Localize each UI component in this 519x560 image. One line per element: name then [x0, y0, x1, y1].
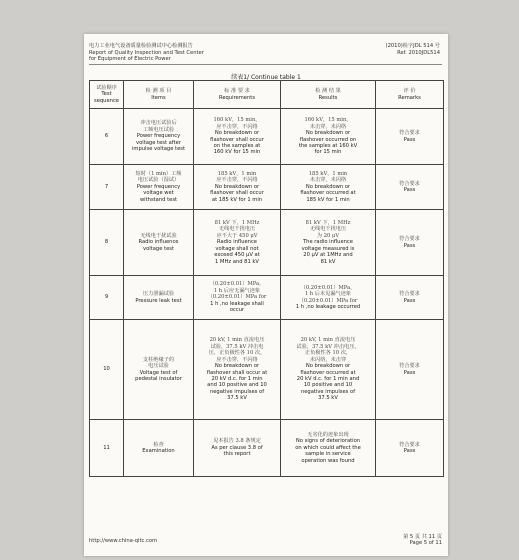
cell-line: 应不大于 450 μV — [216, 232, 258, 239]
result-cell — [281, 320, 376, 420]
page-number-zh: 第 5 页 共 11 页 — [403, 534, 442, 540]
cell-line: 37.5 kV — [318, 395, 338, 402]
table-caption: 续表1/ Continue table 1 — [231, 74, 301, 81]
cell-line: 无线电干扰试验 — [140, 232, 177, 239]
result-cell — [281, 109, 376, 165]
cell-line: 81 kV 下，1 MHz — [305, 220, 351, 227]
requirement-cell — [194, 210, 281, 276]
cell-line: negative impulses of — [209, 388, 265, 395]
test-sequence-cell: 8 — [90, 210, 124, 276]
cell-line: No breakdown or — [305, 363, 351, 370]
cell-line: 20 kV d.c. for 1 min — [211, 375, 263, 382]
cell-line: negative impulses of — [300, 388, 356, 395]
cell-line: Pass — [403, 136, 416, 143]
table-row — [90, 276, 444, 320]
cell-line: 20 kV, 1 min 直流电压 — [209, 337, 265, 344]
cell-line: Pressure leak test — [135, 297, 182, 304]
remark-cell — [376, 210, 444, 276]
cell-line: on which could affect the — [295, 444, 361, 451]
col-header-zh: 检 测 项 目 — [145, 88, 172, 95]
test-sequence-cell: 9 — [90, 276, 124, 320]
remark-cell — [376, 320, 444, 420]
cell-line: voltage wet — [143, 190, 174, 197]
remark-cell — [376, 109, 444, 165]
col-header-items — [124, 81, 194, 109]
col-header-en: Results — [318, 94, 338, 101]
cell-line: 符合要求 — [399, 363, 420, 370]
cell-line: Pass — [403, 369, 416, 376]
cell-line: Voltage test of — [139, 369, 178, 376]
table-row — [90, 109, 444, 165]
cell-line: this report — [223, 451, 251, 458]
cell-line: 160 kV for 15 min — [213, 149, 261, 156]
cell-line: Radio influence — [216, 239, 258, 246]
cell-line: 符合要求 — [399, 236, 420, 243]
cell-line: impulse voltage test — [131, 146, 186, 153]
cell-line: 20 μV at 1MHz and — [303, 252, 353, 259]
cell-line: 1 h ,no leakage shall — [210, 300, 264, 307]
cell-line: No breakdown or — [305, 183, 351, 190]
test-sequence-cell: 10 — [90, 320, 124, 420]
cell-line: 1 h 后应无漏气迹象 — [213, 287, 261, 294]
cell-line: 未击穿，未闪络 — [309, 123, 347, 130]
cell-line: No breakdown or — [214, 363, 260, 370]
test-item-cell — [124, 165, 194, 210]
result-cell — [281, 276, 376, 320]
col-header-zh: 标 准 要 求 — [224, 88, 250, 95]
page-number — [403, 534, 442, 547]
report-number — [386, 43, 440, 56]
remark-cell — [376, 165, 444, 210]
cell-line: 未闪络，未击穿 — [309, 356, 347, 363]
test-item-cell — [124, 276, 194, 320]
cell-line: （0.20±0.01）MPa for — [207, 294, 267, 301]
cell-line: 短时（1 min）工频 — [135, 170, 182, 177]
cell-line: flashover shall occur at — [206, 369, 268, 376]
col-header-zh: 试验顺序 — [96, 84, 117, 91]
org-header — [89, 43, 204, 63]
cell-line: exceed 450 μV at — [214, 252, 260, 259]
cell-line: 未击穿，未闪络 — [309, 177, 347, 184]
cell-line: 185 kV，1 min — [217, 170, 257, 177]
cell-line: voltage test — [143, 245, 174, 252]
cell-line: flashover shall occur — [210, 190, 264, 197]
cell-line: 符合要求 — [399, 291, 420, 298]
cell-line: and 10 positive and 10 — [207, 382, 267, 389]
cell-line: As per clause 3.8 of — [211, 444, 263, 451]
table-header-row — [90, 81, 444, 109]
page-number-en: Page 5 of 11 — [409, 540, 442, 547]
col-header-requirements — [194, 81, 281, 109]
test-item-cell — [124, 420, 194, 477]
cell-line: 185 kV for 1 min — [306, 196, 350, 203]
cell-line: voltage measured is — [301, 245, 355, 252]
col-header-en: Remarks — [398, 94, 421, 101]
col-header-sequence — [90, 81, 124, 109]
test-results-table — [89, 80, 444, 477]
cell-line: 试验，37.5 kV 冲击电压， — [296, 343, 360, 350]
requirement-cell — [194, 420, 281, 477]
cell-line: Power frequency — [136, 183, 181, 190]
col-header-results — [281, 81, 376, 109]
col-header-zh: 评 价 — [403, 88, 416, 95]
report-page — [84, 34, 448, 556]
cell-line: Examination — [142, 448, 175, 454]
cell-line: No breakdown or — [305, 130, 351, 137]
cell-line: 185 kV，1 min — [308, 170, 348, 177]
cell-line: 20 kV d.c. for 1 min and — [296, 375, 360, 382]
cell-line: Pass — [403, 187, 416, 193]
org-name-en-line1: Report of Quality Inspection and Test Center — [89, 49, 204, 56]
cell-line: 应不击穿，不闪络 — [216, 177, 258, 184]
cell-line: Pass — [403, 297, 416, 304]
footer-url: http://www.china-qitc.com — [89, 538, 158, 544]
cell-line: 支柱绝缘子的 — [142, 356, 175, 363]
cell-line: 81 kV — [320, 258, 336, 265]
report-number-en: Ref. 2010JDL514 — [397, 49, 440, 56]
table-row — [90, 420, 444, 477]
cell-line: 37.5 kV — [227, 395, 247, 402]
cell-line: No breakdown or — [214, 130, 260, 137]
org-name-en-line2: for Equipment of Electric Power — [89, 56, 171, 63]
cell-line: 160 kV，15 min， — [304, 117, 352, 124]
cell-line: flashover occurred on — [299, 136, 357, 143]
col-header-zh: 检 测 结 果 — [315, 88, 341, 95]
cell-line: 无劣化的迹象出现 — [307, 431, 349, 438]
test-item-cell — [124, 210, 194, 276]
cell-line: 压力泄漏试验 — [142, 291, 175, 298]
cell-line: voltage shall not — [215, 245, 259, 252]
col-header-remarks — [376, 81, 444, 109]
cell-line: Radio influence — [138, 239, 179, 246]
requirement-cell — [194, 320, 281, 420]
cell-line: （0.20±0.01）MPa for — [298, 297, 358, 304]
cell-line: 20 kV, 1 min 直流电压 — [300, 337, 356, 344]
remark-cell — [376, 420, 444, 477]
table-row — [90, 320, 444, 420]
col-header-en: Requirements — [218, 94, 256, 101]
result-cell — [281, 165, 376, 210]
cell-line: （0.20±0.01）MPa， — [300, 284, 356, 291]
cell-line: on the samples at — [213, 142, 261, 149]
cell-line: flashover shall occur — [210, 136, 264, 143]
cell-line: flashover occurred at — [300, 369, 356, 376]
header-divider — [89, 64, 442, 65]
cell-line: 160 kV，15 min， — [213, 117, 261, 124]
cell-line: Power frequency — [136, 133, 181, 140]
cell-line: 应不击穿，不闪络 — [216, 123, 258, 130]
col-header-en: Items — [151, 94, 166, 101]
cell-line: 压，正负极性各 10 次， — [208, 350, 266, 357]
cell-line: 1 MHz and 81 kV — [215, 258, 259, 265]
cell-line: 应不击穿，不闪络 — [216, 356, 258, 363]
cell-line: 81 kV 下，1 MHz — [214, 220, 260, 227]
cell-line: 试验，37.5 kV 冲击电 — [210, 343, 264, 350]
cell-line: withstand test — [139, 196, 178, 203]
cell-line: 符合要求 — [399, 180, 420, 187]
test-sequence-cell: 7 — [90, 165, 124, 210]
cell-line: No signs of deterioration — [295, 438, 361, 445]
cell-line: 符合要求 — [399, 130, 420, 137]
cell-line: pedestal insulator — [135, 375, 182, 382]
test-sequence-cell: 6 — [90, 109, 124, 165]
cell-line: 1 h ,no leakage occurred — [295, 303, 361, 310]
cell-line: 为 20 μV — [316, 232, 340, 239]
cell-line: for 15 min — [314, 149, 342, 156]
remark-cell — [376, 276, 444, 320]
test-item-cell — [124, 320, 194, 420]
cell-line: 见本报告 3.8 条规定 — [213, 438, 261, 445]
cell-line: 正负极性各 10 次， — [304, 350, 352, 357]
cell-line: 检查 — [153, 441, 164, 448]
test-item-cell — [124, 109, 194, 165]
org-name-zh: 电力工业电气设备质量检验测试中心检测报告 — [89, 43, 193, 49]
cell-line: The radio influence — [303, 239, 353, 246]
table-row — [90, 165, 444, 210]
cell-line: 无线电干扰电压 — [309, 226, 347, 233]
cell-line: occur — [229, 307, 245, 314]
requirement-cell — [194, 276, 281, 320]
report-number-zh: (2010)检字JDL 514 号 — [385, 43, 440, 49]
cell-line: 电压试验 — [148, 363, 169, 370]
cell-line: 冲击电压试验后 — [140, 120, 177, 127]
test-sequence-cell: 11 — [90, 420, 124, 477]
col-header-en: Test sequence — [94, 91, 119, 104]
cell-line: sample in service — [305, 451, 351, 458]
cell-line: 符合要求 — [399, 441, 420, 448]
cell-line: No breakdown or — [214, 183, 260, 190]
table-body — [90, 109, 444, 477]
table-row — [90, 210, 444, 276]
cell-line: voltage test after — [136, 139, 181, 146]
cell-line: flashover occurred at — [300, 190, 356, 197]
cell-line: the samples at 160 kV — [298, 142, 358, 149]
requirement-cell — [194, 165, 281, 210]
cell-line: operation was found — [301, 457, 355, 464]
cell-line: at 185 kV for 1 min — [211, 196, 263, 203]
cell-line: 工频电压试验 — [142, 126, 175, 133]
cell-line: 无线电干扰电压 — [218, 226, 256, 233]
requirement-cell — [194, 109, 281, 165]
cell-line: 10 positive and 10 — [303, 382, 353, 389]
cell-line: （0.20±0.01）MPa， — [209, 281, 265, 288]
cell-line: Pass — [403, 448, 416, 454]
result-cell — [281, 210, 376, 276]
cell-line: 电压试验（湿试） — [137, 177, 180, 184]
result-cell — [281, 420, 376, 477]
cell-line: 1 h 后未见漏气迹象 — [304, 291, 352, 298]
cell-line: Pass — [403, 242, 416, 249]
